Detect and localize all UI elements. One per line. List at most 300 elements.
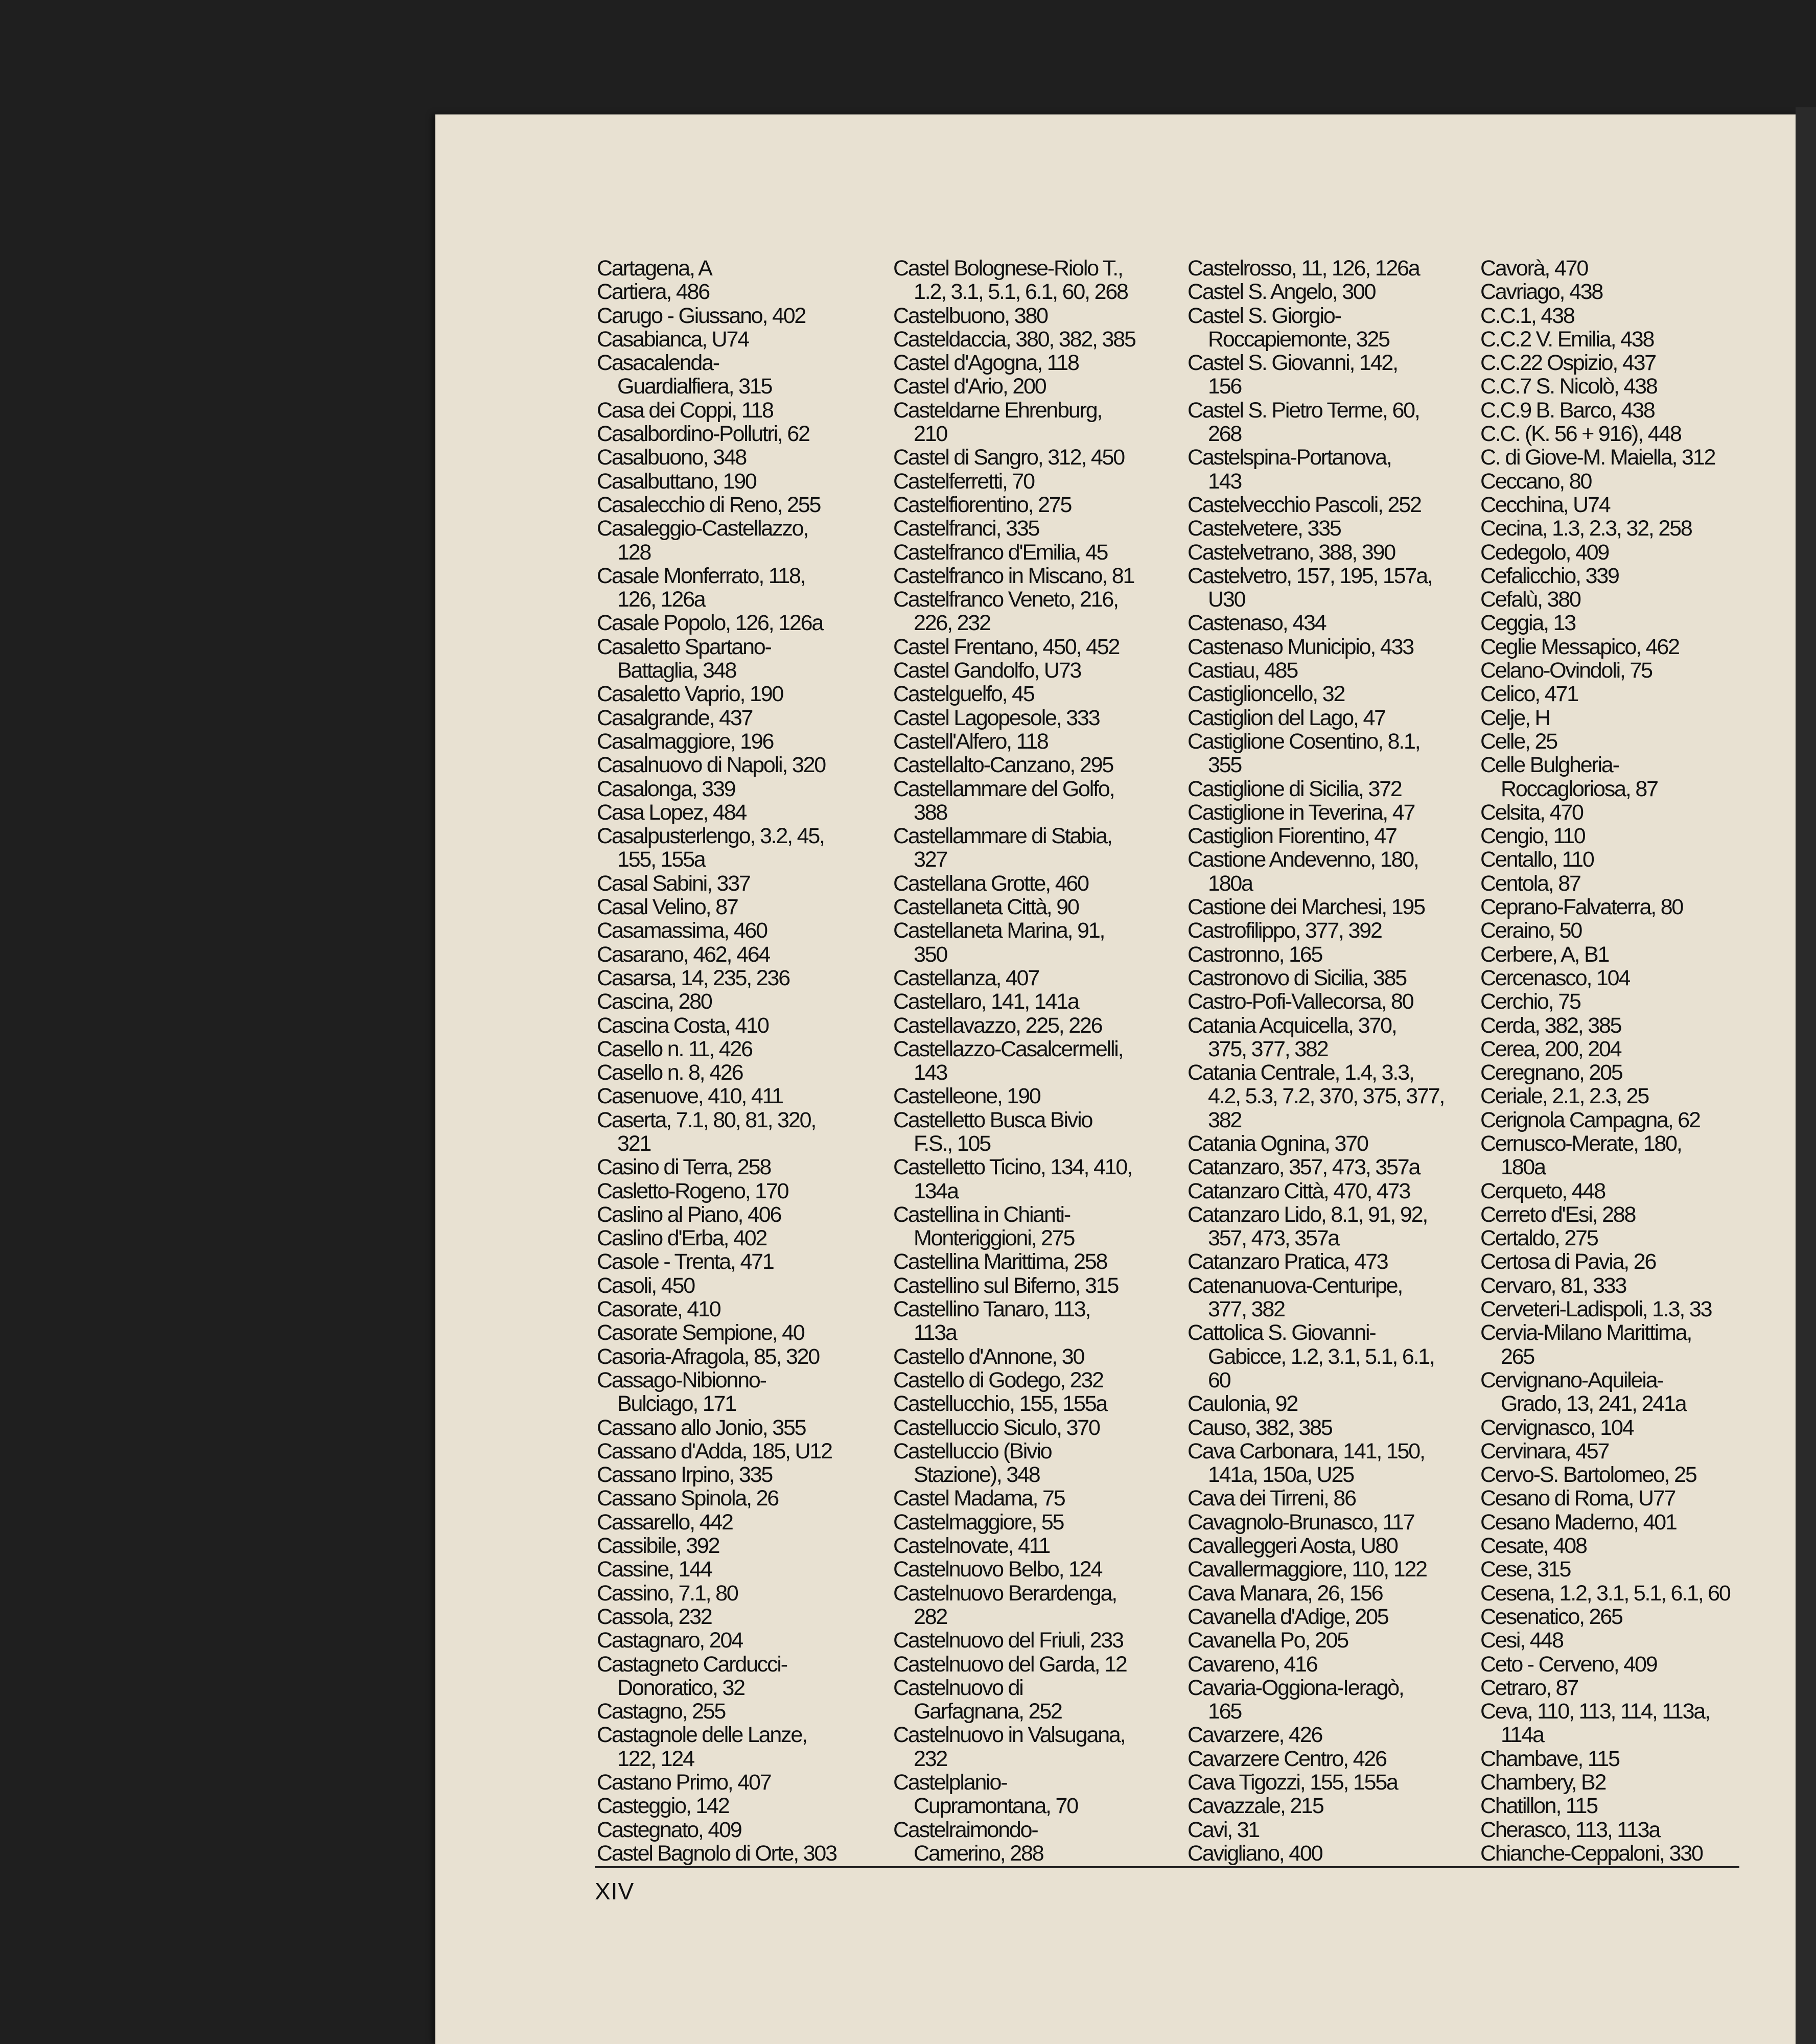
index-entry-line: Castellammare di Stabia, [893, 824, 1112, 849]
index-entry [1188, 541, 1494, 564]
index-entry [597, 1297, 903, 1321]
index-entry-line: Chambery, B2 [1480, 1770, 1606, 1795]
index-entry [597, 990, 903, 1013]
index-entry-line: Celsita, 470 [1480, 800, 1583, 825]
index-entry [893, 446, 1200, 469]
index-entry [597, 1605, 903, 1629]
index-entry-line: Cese, 315 [1480, 1557, 1571, 1582]
index-entry [893, 872, 1200, 895]
index-entry-line: C.C.1, 438 [1480, 303, 1574, 328]
index-entry [1188, 824, 1494, 848]
index-entry [597, 470, 903, 493]
index-entry [893, 1629, 1200, 1652]
index-entry [1480, 1416, 1787, 1439]
index-entry-line: Cavazzale, 215 [1188, 1794, 1323, 1819]
index-entry [1188, 1321, 1494, 1392]
index-entry [1188, 848, 1494, 895]
index-entry-line: Celje, H [1480, 705, 1550, 730]
index-entry-line: Celle Bulgheria- [1480, 753, 1619, 778]
index-entry-line: Cavi, 31 [1188, 1817, 1260, 1842]
index-entry [1480, 1534, 1787, 1558]
index-entry-continuation: 141a, 150a, U25 [1208, 1462, 1354, 1488]
index-entry-line: Castelvetrano, 388, 390 [1188, 540, 1395, 565]
index-entry-continuation: Monteriggioni, 275 [914, 1226, 1075, 1251]
index-entry-line: Casaletto Vaprio, 190 [597, 682, 783, 707]
index-entry [597, 1084, 903, 1108]
index-entry-continuation: 156 [1208, 374, 1242, 399]
index-entry-line: Castel Bolognese-Riolo T., [893, 256, 1123, 281]
index-entry-line: Castellalto-Canzano, 295 [893, 753, 1113, 778]
index-entry [893, 1818, 1200, 1866]
index-entry [893, 1084, 1200, 1108]
index-entry-line: Cassano Irpino, 335 [597, 1462, 773, 1488]
index-entry [1480, 1463, 1787, 1486]
index-entry [1188, 564, 1494, 612]
index-entry-continuation: Battaglia, 348 [617, 658, 736, 683]
index-entry-line: Chambave, 115 [1480, 1746, 1619, 1771]
index-entry-line: Casalpusterlengo, 3.2, 45, [597, 824, 824, 849]
index-entry-line: Ceraino, 50 [1480, 918, 1582, 943]
index-entry-line: Castelmaggiore, 55 [893, 1509, 1064, 1535]
index-entry-line: Cascina Costa, 410 [597, 1013, 769, 1038]
index-entry [1480, 1274, 1787, 1297]
index-entry-line: Ceccano, 80 [1480, 469, 1592, 494]
index-entry [1480, 990, 1787, 1013]
index-entry [1480, 706, 1787, 730]
index-entry-line: Castel Lagopesole, 333 [893, 705, 1100, 730]
index-entry-line: Cesano Maderno, 401 [1480, 1509, 1677, 1535]
index-entry-line: Cavaria-Oggiona-Ieragò, [1188, 1675, 1404, 1700]
index-entry [597, 1511, 903, 1534]
index-entry-line: Castellazzo-Casalcermelli, [893, 1036, 1123, 1061]
index-entry-continuation: 350 [914, 942, 947, 967]
index-entry [1480, 1605, 1787, 1629]
index-entry-continuation: Bulciago, 171 [617, 1391, 736, 1416]
index-entry [1188, 659, 1494, 682]
index-entry [1480, 753, 1787, 801]
index-entry [893, 990, 1200, 1013]
index-entry-line: Castellammare del Golfo, [893, 776, 1114, 801]
index-entry-line: Cascina, 280 [597, 989, 712, 1014]
index-entry-line: Cerveteri-Ladispoli, 1.3, 33 [1480, 1297, 1712, 1322]
index-entry-line: Castellucchio, 155, 155a [893, 1391, 1107, 1416]
index-entry [1188, 257, 1494, 280]
index-entry-line: Castelfranco d'Emilia, 45 [893, 540, 1108, 565]
index-entry-line: Castelspina-Portanova, [1188, 445, 1391, 470]
index-entry [597, 1014, 903, 1037]
index-entry-line: Certosa di Pavia, 26 [1480, 1249, 1656, 1274]
index-entry [597, 446, 903, 469]
index-entry [1480, 399, 1787, 422]
index-entry-continuation: 113a [914, 1320, 957, 1345]
index-entry-line: Castelvecchio Pascoli, 252 [1188, 492, 1421, 517]
index-entry [1480, 1486, 1787, 1510]
index-entry [893, 1439, 1200, 1487]
index-entry-line: Catania Acquicella, 370, [1188, 1013, 1396, 1038]
index-entry-continuation: 114a [1501, 1723, 1544, 1748]
index-entry [1480, 1226, 1787, 1250]
index-entry [893, 1037, 1200, 1085]
index-entry-line: Causo, 382, 385 [1188, 1415, 1332, 1440]
index-entry [597, 1558, 903, 1581]
index-entry-line: Carugo - Giussano, 402 [597, 303, 806, 328]
index-entry [1188, 280, 1494, 304]
index-entry [893, 1416, 1200, 1439]
index-entry [1188, 1747, 1494, 1771]
index-entry [1188, 1511, 1494, 1534]
index-entry-line: Castiglion Fiorentino, 47 [1188, 824, 1396, 849]
index-entry [597, 422, 903, 446]
index-entry [893, 966, 1200, 990]
index-entry [1188, 351, 1494, 399]
index-entry [1188, 1558, 1494, 1581]
index-entry [893, 1250, 1200, 1273]
index-entry-line: Cervinara, 457 [1480, 1438, 1609, 1464]
index-entry [893, 682, 1200, 706]
index-entry [1480, 328, 1787, 351]
index-entry-continuation: 143 [1208, 469, 1242, 494]
index-entry-line: Cerchio, 75 [1480, 989, 1580, 1014]
index-entry-line: Cesate, 408 [1480, 1534, 1587, 1559]
index-entry [597, 635, 903, 683]
index-entry-continuation: 155, 155a [617, 847, 705, 872]
index-entry-line: Casal Velino, 87 [597, 895, 738, 920]
index-entry-line: Cesenatico, 265 [1480, 1604, 1622, 1629]
index-entry-line: Casteldaccia, 380, 382, 385 [893, 327, 1135, 352]
index-entry [1480, 1700, 1787, 1747]
index-entry [597, 801, 903, 824]
index-entry [1480, 1203, 1787, 1226]
index-entry-continuation: 355 [1208, 753, 1242, 778]
index-entry-line: Casello n. 8, 426 [597, 1060, 743, 1085]
index-entry-line: Cavarzere Centro, 426 [1188, 1746, 1386, 1771]
index-entry-line: Casalgrande, 437 [597, 705, 753, 730]
index-entry [893, 824, 1200, 872]
index-entry [1480, 1297, 1787, 1321]
index-entry [1480, 824, 1787, 848]
index-entry [1480, 446, 1787, 469]
index-entry-line: Castel S. Giovanni, 142, [1188, 351, 1398, 376]
index-entry-continuation: 232 [914, 1746, 947, 1771]
index-entry [597, 1486, 903, 1510]
index-entry-continuation: 60 [1208, 1367, 1230, 1392]
index-entry [893, 304, 1200, 328]
index-entry [1480, 1321, 1787, 1368]
index-entry-line: Cavallermaggiore, 110, 122 [1188, 1557, 1427, 1582]
index-entry [1480, 682, 1787, 706]
index-entry [1480, 659, 1787, 682]
index-entry [1188, 895, 1494, 919]
index-entry [893, 1014, 1200, 1037]
index-entry [893, 541, 1200, 564]
index-entry-line: Cesano di Roma, U77 [1480, 1486, 1675, 1511]
index-entry [597, 351, 903, 399]
index-entry [1480, 375, 1787, 398]
index-entry-line: Castel di Sangro, 312, 450 [893, 445, 1124, 470]
index-entry-line: Cavarzere, 426 [1188, 1723, 1322, 1748]
index-entry-line: Castellana Grotte, 460 [893, 871, 1088, 896]
index-entry-line: Ceva, 110, 113, 114, 113a, [1480, 1699, 1710, 1724]
index-entry [1188, 493, 1494, 517]
index-entry [1480, 1676, 1787, 1700]
index-entry-line: Casamassima, 460 [597, 918, 767, 943]
index-entry [1188, 990, 1494, 1013]
index-entry [893, 1511, 1200, 1534]
index-entry-line: Ceprano-Falvaterra, 80 [1480, 895, 1683, 920]
index-entry-line: Castagnaro, 204 [597, 1628, 742, 1653]
index-entry-line: Cassano allo Jonio, 355 [597, 1415, 806, 1440]
index-entry-line: Cassago-Nibionno- [597, 1367, 766, 1392]
index-entry-line: Cervignasco, 104 [1480, 1415, 1634, 1440]
index-entry-line: Casa dei Coppi, 118 [597, 398, 773, 423]
index-entry-line: Casarano, 462, 464 [597, 942, 770, 967]
index-entry [597, 280, 903, 304]
index-entry [597, 777, 903, 801]
index-entry-line: Casale Monferrato, 118, [597, 563, 805, 588]
index-entry-line: Cesi, 448 [1480, 1628, 1563, 1653]
index-entry [597, 824, 903, 872]
index-entry-line: Caulonia, 92 [1188, 1391, 1298, 1416]
index-entry-line: Cavigliano, 400 [1188, 1841, 1322, 1866]
index-entry [597, 1653, 903, 1700]
index-entry [1188, 1439, 1494, 1487]
index-entry-line: Casteldarne Ehrenburg, [893, 398, 1102, 423]
index-entry-line: Castel Frentano, 450, 452 [893, 634, 1120, 659]
index-entry [1480, 470, 1787, 493]
index-entry [1480, 493, 1787, 517]
index-entry [597, 730, 903, 753]
index-entry [1188, 943, 1494, 966]
index-entry [1480, 351, 1787, 375]
index-entry [893, 1368, 1200, 1392]
index-entry-line: Castiglione in Teverina, 47 [1188, 800, 1415, 825]
index-entry-line: Cervaro, 81, 333 [1480, 1273, 1626, 1298]
index-entry [1188, 1723, 1494, 1747]
index-entry [597, 564, 903, 612]
index-entry [1188, 1771, 1494, 1794]
index-entry-line: Castelplanio- [893, 1770, 1007, 1795]
index-entry-line: Castellaneta Marina, 91, [893, 918, 1105, 943]
index-column-2 [893, 257, 1200, 1865]
index-entry [1188, 635, 1494, 659]
index-entry [1480, 872, 1787, 895]
index-entry [1188, 446, 1494, 493]
index-entry-continuation: 128 [617, 540, 651, 565]
index-entry-line: Castro-Pofi-Vallecorsa, 80 [1188, 989, 1413, 1014]
index-entry-line: Castelfranco in Miscano, 81 [893, 563, 1134, 588]
index-entry-line: Castano Primo, 407 [597, 1770, 771, 1795]
index-entry [1480, 1653, 1787, 1676]
index-entry [1480, 280, 1787, 304]
index-entry-line: Casarsa, 14, 235, 236 [597, 965, 789, 990]
index-entry [893, 730, 1200, 753]
index-entry-line: Cerbere, A, B1 [1480, 942, 1609, 967]
index-entry-line: Castelnovate, 411 [893, 1534, 1050, 1559]
index-entry [893, 659, 1200, 682]
index-entry-line: Castiau, 485 [1188, 658, 1298, 683]
index-entry-line: Caslino d'Erba, 402 [597, 1226, 767, 1251]
index-entry [1480, 635, 1787, 659]
index-entry-line: Castel S. Giorgio- [1188, 303, 1341, 328]
index-entry [1480, 517, 1787, 540]
index-entry-line: Cavriago, 438 [1480, 280, 1603, 305]
index-entry-continuation: 321 [617, 1131, 651, 1156]
index-entry [597, 1037, 903, 1061]
index-entry-line: Cassibile, 392 [597, 1534, 719, 1559]
index-entry [1480, 1368, 1787, 1416]
index-entry-continuation: 327 [914, 847, 947, 872]
index-entry [1188, 304, 1494, 352]
index-entry-line: Castelrosso, 11, 126, 126a [1188, 256, 1419, 281]
index-entry [1188, 1250, 1494, 1273]
index-entry [597, 399, 903, 422]
index-entry [1480, 1061, 1787, 1084]
index-entry-line: Cava Manara, 26, 156 [1188, 1581, 1383, 1606]
index-entry [597, 493, 903, 517]
index-entry-line: Cerqueto, 448 [1480, 1178, 1605, 1203]
index-entry-line: Casa Lopez, 484 [597, 800, 747, 825]
index-entry-line: Castelnuovo Berardenga, [893, 1581, 1117, 1606]
index-entry-line: Casaleggio-Castellazzo, [597, 516, 808, 541]
index-entry-continuation: 357, 473, 357a [1208, 1226, 1339, 1251]
index-entry-line: Casoria-Afragola, 85, 320 [597, 1344, 820, 1369]
index-entry-line: Castelluccio (Bivio [893, 1438, 1052, 1464]
index-entry-line: Caslino al Piano, 406 [597, 1202, 781, 1227]
index-entry-continuation: 180a [1208, 871, 1252, 896]
index-entry [597, 1700, 903, 1723]
index-entry-line: Cetraro, 87 [1480, 1675, 1578, 1700]
index-entry-line: Castelvetro, 157, 195, 157a, [1188, 563, 1432, 588]
index-entry [1480, 801, 1787, 824]
index-entry-continuation: 210 [914, 422, 947, 447]
index-entry [893, 375, 1200, 398]
index-entry [1188, 1486, 1494, 1510]
index-entry-line: Casteggio, 142 [597, 1794, 729, 1819]
index-entry [893, 1108, 1200, 1156]
index-entry-line: Castellino Tanaro, 113, [893, 1297, 1090, 1322]
index-entry-line: Castelnuovo Belbo, 124 [893, 1557, 1102, 1582]
index-entry [597, 1179, 903, 1203]
index-entry-line: Castelletto Ticino, 134, 410, [893, 1155, 1132, 1180]
index-entry-line: Castione dei Marchesi, 195 [1188, 895, 1425, 920]
index-entry-continuation: 180a [1501, 1155, 1545, 1180]
index-entry [1188, 1794, 1494, 1818]
index-entry-line: Castelraimondo- [893, 1817, 1038, 1842]
index-entry [1480, 1818, 1787, 1842]
index-entry-continuation: 265 [1501, 1344, 1534, 1369]
index-entry-line: Casletto-Rogeno, 170 [597, 1178, 788, 1203]
index-entry [893, 1676, 1200, 1724]
index-entry-line: Castell'Alfero, 118 [893, 729, 1048, 754]
index-entry-line: Cartagena, A [597, 256, 712, 281]
index-entry [1188, 1653, 1494, 1676]
index-entry-line: Cava Carbonara, 141, 150, [1188, 1438, 1425, 1464]
index-entry-line: Ceglie Messapico, 462 [1480, 634, 1679, 659]
index-entry-line: Cassano d'Adda, 185, U12 [597, 1438, 832, 1464]
index-entry-line: Cava dei Tirreni, 86 [1188, 1486, 1356, 1511]
index-entry [893, 1486, 1200, 1510]
index-entry [1188, 966, 1494, 990]
index-entry [1480, 1179, 1787, 1203]
index-entry-line: Cedegolo, 409 [1480, 540, 1609, 565]
index-entry [597, 304, 903, 328]
index-entry-line: Cesena, 1.2, 3.1, 5.1, 6.1, 60 [1480, 1581, 1730, 1606]
index-entry [597, 1203, 903, 1226]
index-entry-line: Castronno, 165 [1188, 942, 1322, 967]
index-entry [893, 257, 1200, 304]
index-entry-line: Casole - Trenta, 471 [597, 1249, 774, 1274]
index-entry [1480, 848, 1787, 871]
index-entry-line: Cartiera, 486 [597, 280, 709, 305]
index-entry-line: Castello d'Annone, 30 [893, 1344, 1084, 1369]
index-entry-line: C.C.7 S. Nicolò, 438 [1480, 374, 1657, 399]
index-entry-line: Cecina, 1.3, 2.3, 32, 258 [1480, 516, 1692, 541]
index-entry-line: Celano-Ovindoli, 75 [1480, 658, 1652, 683]
index-entry-line: Casale Popolo, 126, 126a [597, 611, 823, 636]
index-entry-line: Catania Ognina, 370 [1188, 1131, 1368, 1156]
index-entry-line: Castiglion del Lago, 47 [1188, 705, 1385, 730]
index-entry [597, 611, 903, 635]
index-entry [597, 1416, 903, 1439]
index-entry-continuation: 165 [1208, 1699, 1242, 1724]
index-entry-line: Castelleone, 190 [893, 1084, 1040, 1109]
index-entry-line: Caserta, 7.1, 80, 81, 320, [597, 1107, 816, 1132]
index-entry-line: Castellina in Chianti- [893, 1202, 1070, 1227]
index-entry-line: Castagnole delle Lanze, [597, 1723, 807, 1748]
index-entry [1480, 422, 1787, 446]
index-entry [893, 777, 1200, 825]
index-entry [1188, 1629, 1494, 1652]
index-entry [1188, 919, 1494, 942]
index-entry-line: Castello di Godego, 232 [893, 1367, 1103, 1392]
index-entry-line: Castellina Marittima, 258 [893, 1249, 1107, 1274]
index-entry [1188, 517, 1494, 540]
index-entry [1480, 1132, 1787, 1179]
index-entry [1188, 777, 1494, 801]
index-entry-line: C.C. (K. 56 + 916), 448 [1480, 422, 1681, 447]
index-entry-line: Ceriale, 2.1, 2.3, 25 [1480, 1084, 1649, 1109]
index-entry-line: Castelbuono, 380 [893, 303, 1047, 328]
index-entry-continuation: 143 [914, 1060, 947, 1085]
index-entry-line: Castelluccio Siculo, 370 [893, 1415, 1100, 1440]
index-entry-line: Castel d'Agogna, 118 [893, 351, 1079, 376]
index-entry-line: Casello n. 11, 426 [597, 1036, 752, 1061]
index-entry [893, 1392, 1200, 1415]
index-entry-line: Castellanza, 407 [893, 965, 1039, 990]
index-entry [597, 1818, 903, 1842]
index-entry [597, 1582, 903, 1605]
index-entry-line: Casalbuttano, 190 [597, 469, 756, 494]
index-entry-line: Chatillon, 115 [1480, 1794, 1597, 1819]
index-entry [1480, 564, 1787, 588]
index-entry [1480, 541, 1787, 564]
index-entry [1188, 1416, 1494, 1439]
index-entry-continuation: 268 [1208, 422, 1242, 447]
index-entry [893, 1155, 1200, 1203]
index-entry [893, 1558, 1200, 1581]
index-entry [597, 1842, 903, 1865]
index-entry [597, 1534, 903, 1558]
index-entry [597, 1345, 903, 1368]
index-entry [597, 1250, 903, 1273]
index-entry-line: Ceregnano, 205 [1480, 1060, 1622, 1085]
index-entry-continuation: Garfagnana, 252 [914, 1699, 1062, 1724]
index-entry-continuation: 377, 382 [1208, 1297, 1285, 1322]
index-entry [597, 257, 903, 280]
index-entry-line: Castel Gandolfo, U73 [893, 658, 1081, 683]
index-entry [1480, 1014, 1787, 1037]
index-entry [1480, 1250, 1787, 1273]
